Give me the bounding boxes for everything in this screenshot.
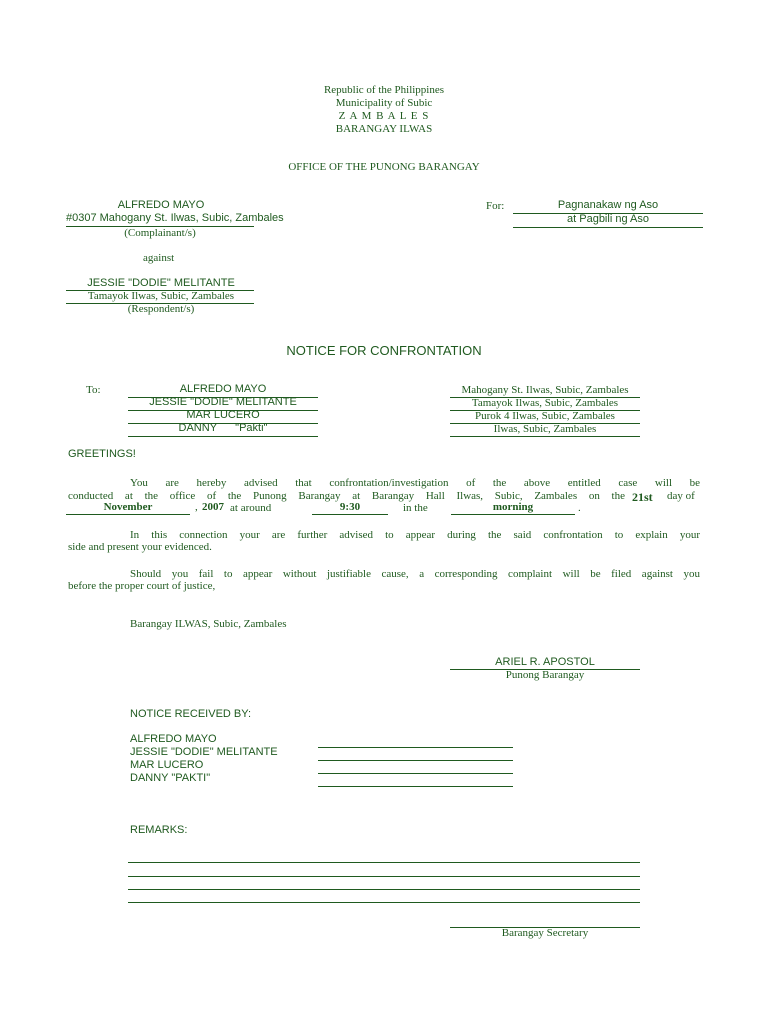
case-underline-2	[513, 227, 703, 228]
respondent-address: Tamayok Ilwas, Subic, Zambales	[87, 290, 235, 302]
received-signature-line[interactable]	[318, 786, 513, 787]
period-underline	[451, 514, 575, 515]
secretary-title: Barangay Secretary	[501, 927, 589, 939]
remarks-line[interactable]	[128, 876, 640, 877]
hearing-month: November	[103, 501, 153, 513]
remarks-heading: REMARKS:	[130, 824, 188, 836]
recipient-name: DANNY "Pakti"	[178, 422, 268, 434]
para2-line2: side and present your evidenced.	[68, 541, 212, 553]
office-title: OFFICE OF THE PUNONG BARANGAY	[288, 161, 480, 173]
hearing-period: morning	[492, 501, 534, 513]
recipient-underline	[128, 436, 318, 437]
para1-line2: conducted at the office of the Punong Barangay at Barangay Hall Ilwas, Subic, Zambales on the	[68, 490, 625, 502]
complainant-address: #0307 Mahogany St. Ilwas, Subic, Zambales	[66, 212, 284, 224]
time-underline	[312, 514, 388, 515]
recipient-name: MAR LUCERO	[186, 409, 260, 421]
place-line: Barangay ILWAS, Subic, Zambales	[130, 618, 287, 630]
at-around-text: at around	[230, 502, 272, 514]
para3-line1: Should you fail to appear without justifiable cause, a corresponding complaint will be filed against you	[130, 568, 700, 580]
header-province: Z A M B A L E S	[338, 110, 430, 122]
para1-line1: You are hereby advised that confrontation/investigation of the above entitled case will be	[130, 477, 700, 489]
recipient-address: Mahogany St. Ilwas, Subic, Zambales	[461, 384, 629, 396]
case-title-line2: at Pagbili ng Aso	[567, 213, 649, 225]
month-underline	[66, 514, 190, 515]
remarks-line[interactable]	[128, 889, 640, 890]
hearing-year: 2007	[202, 501, 224, 513]
recipient-name: ALFREDO MAYO	[179, 383, 267, 395]
hearing-day: 21st	[632, 490, 653, 504]
recipient-address: Tamayok Ilwas, Subic, Zambales	[471, 397, 619, 409]
received-name: JESSIE "DODIE" MELITANTE	[130, 746, 278, 758]
comma-text: ,	[195, 501, 198, 513]
case-title-line1: Pagnanakaw ng Aso	[557, 199, 659, 211]
recipient-address: Ilwas, Subic, Zambales	[493, 423, 597, 435]
recipient-address-underline	[450, 436, 640, 437]
notice-title: NOTICE FOR CONFRONTATION	[286, 343, 482, 358]
greetings: GREETINGS!	[68, 448, 136, 460]
period-dot: .	[578, 502, 581, 514]
remarks-line[interactable]	[128, 902, 640, 903]
received-name: ALFREDO MAYO	[130, 733, 217, 745]
recipient-address: Purok 4 Ilwas, Subic, Zambales	[475, 410, 615, 422]
received-by-heading: NOTICE RECEIVED BY:	[130, 708, 252, 720]
para3-line2: before the proper court of justice,	[68, 580, 216, 592]
received-signature-line[interactable]	[318, 760, 513, 761]
against-label: against	[143, 252, 175, 264]
for-label: For:	[486, 200, 505, 212]
recipient-name: JESSIE "DODIE" MELITANTE	[149, 396, 297, 408]
signatory-name: ARIEL R. APOSTOL	[495, 656, 595, 668]
complainant-label: (Complainant/s)	[124, 227, 196, 239]
remarks-line[interactable]	[128, 862, 640, 863]
signatory-title: Punong Barangay	[505, 669, 585, 681]
received-signature-line[interactable]	[318, 773, 513, 774]
header-republic: Republic of the Philippines	[323, 84, 445, 96]
respondent-label: (Respondent/s)	[127, 303, 195, 315]
to-label: To:	[86, 384, 101, 396]
day-of-text: day of	[667, 490, 695, 502]
received-name: MAR LUCERO	[130, 759, 204, 771]
letterhead	[0, 84, 768, 136]
complainant-name: ALFREDO MAYO	[117, 199, 205, 211]
respondent-name: JESSIE "DODIE" MELITANTE	[87, 277, 235, 289]
header-municipality: Municipality of Subic	[335, 97, 433, 109]
received-name: DANNY "PAKTI"	[130, 772, 211, 784]
received-signature-line[interactable]	[318, 747, 513, 748]
in-the-text: in the	[403, 502, 428, 514]
header-barangay: BARANGAY ILWAS	[335, 123, 433, 135]
para2-line1: In this connection your are further advised to appear during the said confrontation to explain your	[130, 529, 700, 541]
hearing-time: 9:30	[339, 501, 361, 513]
